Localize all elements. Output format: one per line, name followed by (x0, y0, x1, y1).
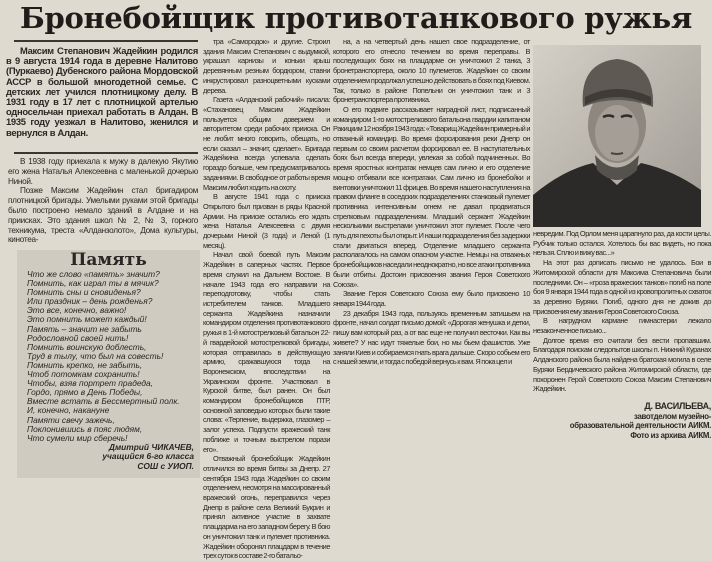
poem-author-role: учащийся 6-го класса (102, 451, 194, 462)
lead-paragraph: Максим Степанович Жадейкин родился в 9 августа 1914 года в деревне Налитово (Пуркаево) Дубенского района Мордовской АССР в большой многодетной семье. С детских лет учился плотницкому делу. В 1931 году в 17 лет с плотницкой артелью односельчан приехал работать в Алдан. В 1935 году уезжал в Налитово, женился и вернулся в Алдан. (6, 45, 198, 138)
paragraph: невредим. Под Орлом меня царапнуло раз, да кости целы. Рубчик только остался. Хотелось бы вас видеть, но пока нельзя. Сплю и вижу вас...» (533, 229, 711, 258)
column-2 (203, 37, 330, 561)
poem-line: Труд в тылу, что был на совесть! (27, 350, 164, 361)
byline-name: Д. ВАСИЛЬЕВА, (644, 400, 711, 411)
paragraph: На этот раз дописать письмо не удалось. Бои в Житомирской области для Максима Степановича были последними. Он – «гроза вражеских танков» погиб на поле боя 9 января 1944 года в одной из кровопролитных схваток за деревню Буряки. Погиб, одного дня не дожив до присвоения ему звания Героя Советского Союза. (533, 258, 711, 316)
paragraph: Позже Максим Жадейкин стал бригадиром плотницкой бригады. Умелыми руками этой бригады было построено немало зданий в Алдане и на приисках. Это здания школ № 2, № 3, горного техникума, треста «Алданзолото», Дома культуры, кинотеа- (8, 186, 198, 245)
paragraph: Долгое время его считали без вести пропавшим. Благодаря поискам следопытов школы п. Нижний Куранах Алданского района была найдена братская могила в селе Буряки Бердичевского района Житомирской области, где похоронен Герой Советского Союза Максим Степанович Жадейкин. (533, 335, 711, 394)
byline-role: завотделом музейно- (634, 411, 711, 421)
poem-line: Что сумели мир сберечь! (27, 432, 128, 443)
poem-line: Помнить воинскую доблесть, (27, 341, 147, 352)
poem-author: Дмитрий ЧИКАЧЕВ, (108, 441, 194, 452)
poem-line: Поклонившись в пояс людям, (27, 423, 143, 434)
paragraph: на, а на четвертый день нашел свое подразделение, от которого его отнесло течением во время переправы. В последующих боях на плацдарме он уничтожил 2 танка, 3 бронетранспортера, около 10 пулеметов. Жадейкин со своим отделением продолжал успешно действовать в боях под Киевом. Так, только в районе Попельни он уничтожил танк и 3 бронетранспортера противника. (333, 37, 530, 105)
paragraph: Газета «Алданский рабочий» писала: «Стахановец Максим Жадейкин пользуется общим доверием и авторитетом среди рабочих прииска. Он не любит много говорить, обещать, но если сказал – значит, сделает». Бригада Жадейкина всегда успевала сделать гораздо больше, чем предусматривалось заданиями. В свободное от работы время Максим любил ходить на охоту. (203, 95, 330, 192)
paragraph: В августе 1941 года с прииска Открытого был призван в ряды Красной Армии. На прииске остались его ждать жена Наталья Алексеевна с двумя дочерьми Ниной (3 года) и Леной (1 месяц). (203, 192, 330, 250)
paragraph: Звание Героя Советского Союза ему было присвоено 10 января 1944 года. (333, 289, 530, 308)
poem-line: Это помнить может каждый! (27, 314, 147, 325)
divider (14, 40, 198, 42)
paragraph: 23 декабря 1943 года, пользуясь временным затишьем на фронте, начал солдат письмо домой: «Дорогая женушка и детки, пишу вам который раз, а от вас еще не получил весточки. Как вы живете? У нас идут тяжелые бои, но мы бьем фашистов. Уже заняли Киев и собираемся гнать врага дальше. Скоро собьем его с нашей земли, и тогда с победой вернусь к вам. Я пока цел и (333, 308, 530, 367)
paragraph: В 1938 году приехала к мужу в далекую Якутию его жена Наталья Алексеевна с маленькой дочерью Ниной. (8, 157, 198, 186)
poem-line: Помнить сны и сновиденья? (27, 287, 141, 298)
poem-line: Это все, конечно, важно! (27, 305, 127, 316)
poem-heading: Память (70, 250, 147, 270)
poem-line: Помнить, как играл ты в мячик? (27, 278, 159, 289)
poem-line: Родословной своей нить! (27, 332, 129, 343)
photo-credit: Фото из архива АИКМ. (630, 430, 711, 440)
poem-author-school: СОШ с УИОП. (137, 460, 194, 471)
poem-line: Гордо, прямо в День Победы, (27, 387, 143, 398)
article-title: Бронебойщик противотанкового ружья (19, 1, 693, 35)
portrait-photo (533, 45, 701, 227)
poem-line: Память – значит не забыть (27, 323, 142, 334)
poem-box (17, 250, 200, 478)
paragraph: Начал свой боевой путь Максим Жадейкин в саперных частях. Первое время служил на Дальнем Востоке. В начале 1943 года его направили на переподготовку, чтобы стать истребителем танков. Младшего сержанта Жадейкина назначили командиром отделения противотанкового ружья в 1-й мотострелковый батальон 22-й гвардейской мотострелковой бригады, которая отправилась в действующую армию, сражавшуюся тогда на Воронежском, впоследствии на Украинском фронте. Участвовал в Курской битве, был ранен. Он был командиром бронебойщиков ПТР, основной заповедью которых были такие слова: «Терпение, выдержка, глазомер – залог успеха. Подпусти вражеский танк поближе и точным выстрелом порази его». (203, 250, 330, 454)
poem-line: Памяти свечу зажечь, (27, 414, 115, 425)
intro-lead (6, 46, 198, 138)
paragraph: О его подвиге рассказывает наградной лист, подписанный командиром 1-го мотострелкового батальона гвардии капитаном Ракицким 12 ноября 1943 года: «Товарищ Жадейкин примерный и отважный командир. Во время форсирования реки Днепр он первым со своим расчетом форсировал ее. В наступательных боях был всегда впереди, увлекая за собой подчиненных. Во время яростных контратак немцев сам лично и его отделение мощно отбивали все контратаки. Сам лично из бронебойки и винтовки уничтожил 11 фрицев. Во время нашего наступления на правом фланге в соседских подразделениях станковый пулемет противника интенсивным огнем не давал продвигаться стрелковым подразделениям. Младший сержант Жадейкин несколькими выстрелами уничтожил этот пулемет. После чего путь для пехоты был открыт. И наши подразделения без задержки стали двигаться вперед. Отделение младшего сержанта располагалось на самом опасном участке. Немцы на отважных бронебойщиков наседали неоднократно, но все атаки противника были отбиты. Достоин присвоения звания Героя Советского Союза». (333, 104, 530, 289)
poem-line: И, конечно, накануне (27, 405, 110, 416)
byline (533, 402, 711, 440)
column-1 (8, 157, 198, 245)
column-3 (333, 37, 530, 367)
poem-line: Что же слово «память» значит? (27, 269, 160, 279)
column-4 (533, 229, 711, 440)
byline-role: образовательной деятельности АИКМ. (569, 421, 711, 431)
poem-line: Чтоб потомкам сохранить! (27, 369, 140, 380)
divider (14, 152, 198, 154)
poem-line: Вместе встать в Бессмертный полк. (27, 396, 180, 407)
poem-line: Помнить крепко, не забыть, (27, 359, 143, 370)
poem-line: Или праздник – день рожденья? (27, 296, 153, 307)
paragraph: тра «Самородок» и другие. Строил здания Максим Степанович с выдумкой, украшал карнизы и коньки крыш деревянным резным бордюром, ставни инкрустировал разноцветными кусками дерева. (203, 37, 330, 95)
paragraph: В нагрудном кармане гимнастерки лежало незаконченное письмо... (533, 316, 711, 336)
paragraph: Отважный бронебойщик Жадейкин отличился во время битвы за Днепр. 27 сентября 1943 года Жадейкин со своим отделением, несмотря на массированный вражеский огонь, переправился через Днепр в районе села Великий Букрин и принял активное участие в захвате плацдарма на его западном берегу. В бою он уничтожил танк и пулемет противника. Жадейкин оборонял плацдарм в течение трех суток в составе 2-го батальо- (203, 454, 330, 561)
poem-line: Чтобы, взяв портрет прадеда, (27, 378, 154, 389)
